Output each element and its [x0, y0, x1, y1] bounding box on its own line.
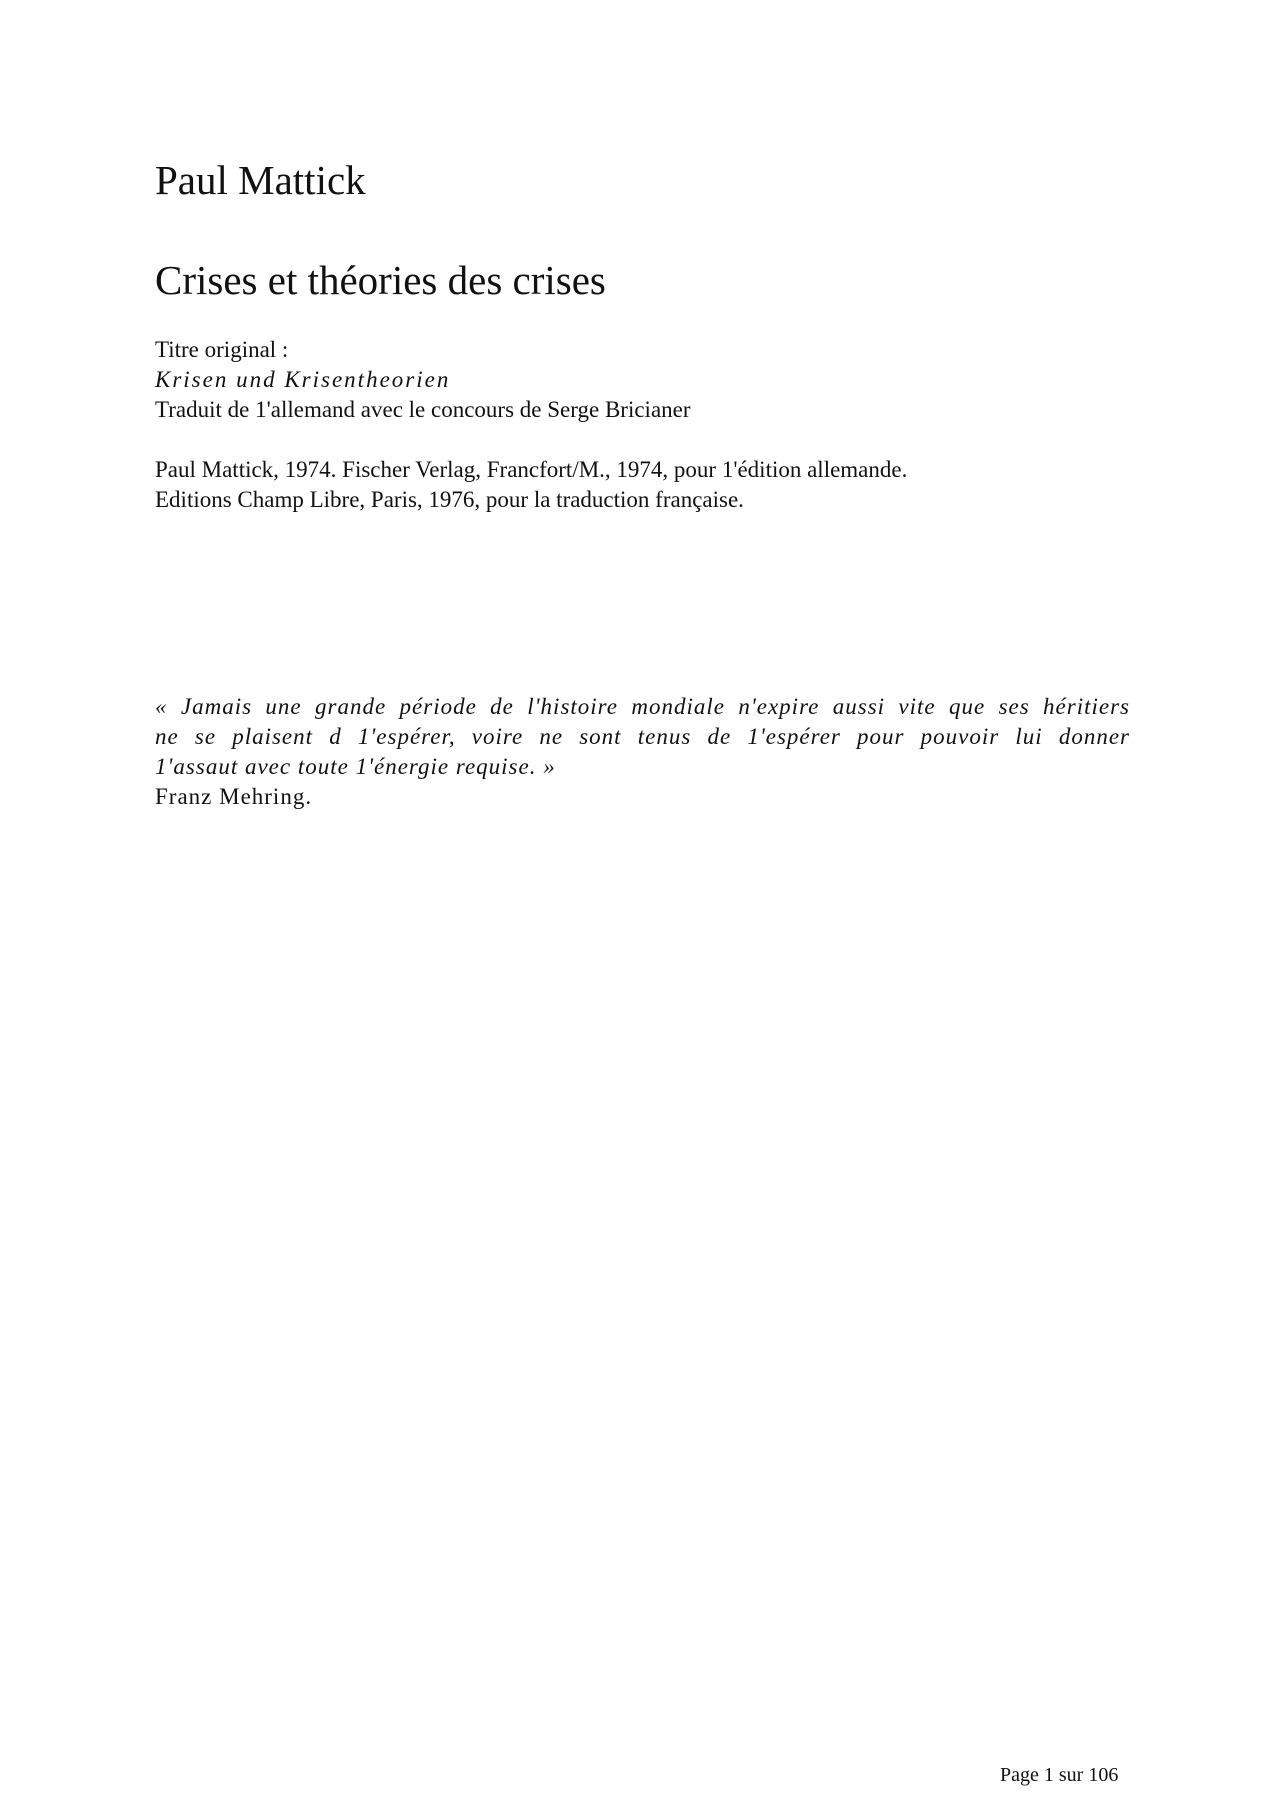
credits-block [155, 335, 1115, 425]
french-edition-rights: Editions Champ Libre, Paris, 1976, pour la traduction française. [155, 487, 744, 512]
rights-block [155, 455, 1115, 515]
german-edition-rights: Paul Mattick, 1974. Fischer Verlag, Francfort/M., 1974, pour 1'édition allemande. [155, 457, 908, 482]
epigraph-line: ne se plaisent d 1'espérer, voire ne sont tenus de 1'espérer pour pouvoir lui donner [155, 724, 1130, 749]
author-name: Paul Mattick [155, 157, 366, 203]
epigraph [155, 692, 1130, 812]
original-title: Krisen und Krisentheorien [155, 367, 451, 392]
page-indicator: Page 1 sur 106 [1000, 1764, 1119, 1786]
epigraph-attribution: Franz Mehring. [155, 784, 313, 809]
book-title: Crises et théories des crises [155, 257, 606, 303]
original-title-label: Titre original : [155, 337, 289, 362]
epigraph-line: « Jamais une grande période de l'histoire mondiale n'expire aussi vite que ses héritiers [155, 694, 1130, 719]
epigraph-line: 1'assaut avec toute 1'énergie requise. » [155, 754, 556, 779]
translation-note: Traduit de 1'allemand avec le concours de Serge Bricianer [155, 397, 691, 422]
